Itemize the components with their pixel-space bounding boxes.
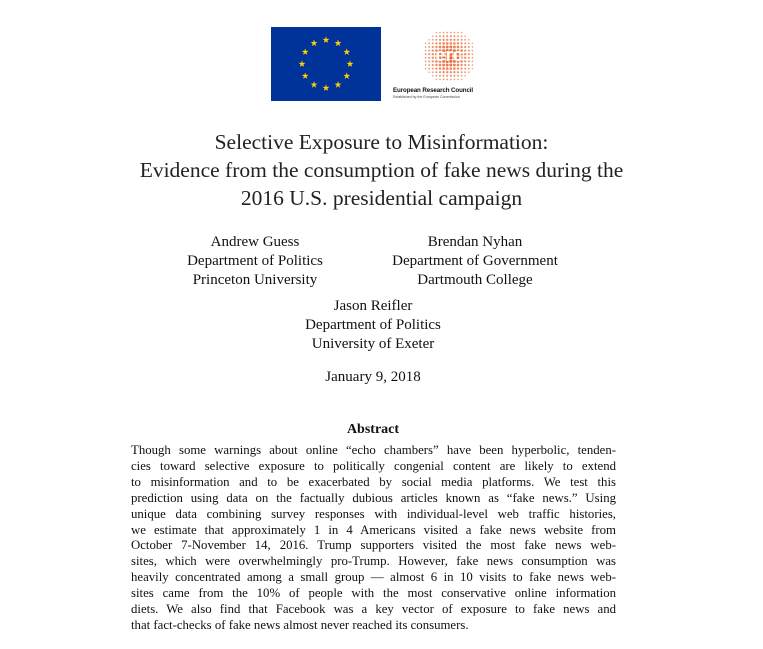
erc-dot [461, 79, 463, 81]
erc-dot [471, 57, 473, 59]
erc-dot [443, 35, 445, 37]
author-institution: University of Exeter [311, 336, 435, 352]
erc-dot [443, 32, 445, 34]
erc-dot [450, 75, 452, 77]
erc-dot [425, 50, 427, 52]
erc-dot [446, 32, 448, 34]
erc-dot [461, 39, 463, 41]
erc-dot [428, 71, 430, 73]
erc-dot [439, 67, 441, 69]
erc-dot [457, 35, 459, 37]
abstract-line: sites, which were overwhelmingly pro-Trump. However, fake news consumption was [131, 554, 616, 569]
erc-dot [428, 50, 430, 52]
erc-dot [442, 39, 444, 41]
erc-dot [472, 68, 474, 70]
erc-dot [472, 46, 474, 48]
erc-dot [446, 67, 449, 70]
erc-dot [425, 61, 427, 63]
erc-dot [428, 60, 430, 62]
title-line: Selective Exposure to Misinformation: [214, 130, 549, 154]
title-line: 2016 U.S. presidential campaign [240, 186, 523, 210]
erc-dot [472, 43, 474, 45]
erc-dot [457, 71, 459, 73]
erc-dot [468, 71, 470, 73]
erc-dot [450, 71, 452, 73]
erc-dot [442, 71, 444, 73]
erc-dot [457, 79, 459, 81]
erc-dot [472, 64, 474, 66]
erc-dot [432, 71, 434, 73]
erc-dot [432, 68, 434, 70]
erc-dot [464, 75, 466, 77]
erc-dot [425, 43, 427, 45]
abstract-heading: Abstract [346, 422, 400, 437]
author-department: Department of Politics [187, 253, 323, 269]
eu-flag-icon [271, 27, 381, 101]
abstract-line: heavily concentrated among a small group — almost 6 in 10 visits to fake news web- [131, 570, 616, 585]
erc-dot [457, 39, 459, 41]
erc-dot [464, 39, 466, 41]
erc-dot [425, 57, 427, 59]
erc-dot [468, 57, 470, 59]
erc-dot [428, 57, 430, 59]
erc-dot [450, 39, 452, 41]
erc-dot [464, 68, 466, 70]
erc-dot [439, 71, 441, 73]
erc-name: European Research Council [393, 87, 474, 94]
erc-dot [450, 35, 452, 37]
erc-dot-mark-icon [393, 27, 493, 89]
erc-dot [457, 67, 459, 69]
erc-dot [468, 39, 470, 41]
erc-dot [425, 46, 427, 48]
erc-dot [425, 53, 427, 55]
author-department: Department of Politics [305, 317, 441, 333]
author-institution: Dartmouth College [417, 272, 533, 288]
erc-dot [428, 39, 430, 41]
author-institution: Princeton University [192, 272, 318, 288]
erc-logo [393, 27, 493, 102]
erc-dot [468, 46, 470, 48]
erc-dot [435, 71, 437, 73]
erc-dot [453, 39, 455, 41]
author-block [370, 233, 580, 290]
erc-dot [439, 32, 441, 34]
author-name: Andrew Guess [210, 234, 300, 250]
paper-title [60, 128, 703, 212]
erc-dot [464, 57, 466, 59]
erc-dot [471, 53, 473, 55]
abstract-line: cies toward selective exposure to politically congenial content are likely to extend [131, 458, 616, 473]
erc-dot [439, 75, 441, 77]
erc-dot [457, 75, 459, 77]
erc-dot [446, 71, 448, 73]
erc-dot [457, 32, 459, 34]
erc-dot [454, 32, 456, 34]
erc-dot [432, 75, 434, 77]
erc-dot [439, 79, 441, 81]
abstract-line: sites came from the 10% of people with the most conservative online information [131, 586, 616, 601]
erc-subtitle: Established by the European Commission [393, 95, 460, 99]
author-name: Brendan Nyhan [427, 234, 523, 250]
erc-dot [464, 60, 466, 62]
erc-dot [439, 39, 441, 41]
erc-dot [468, 68, 470, 70]
erc-dot [464, 46, 466, 48]
author-name: Jason Reifler [333, 298, 413, 314]
erc-dot [432, 60, 434, 62]
erc-dot [435, 75, 437, 77]
erc-dot [468, 50, 470, 52]
erc-dot [432, 49, 434, 51]
erc-dot [432, 39, 434, 41]
erc-dot [450, 78, 452, 80]
erc-dot [472, 61, 474, 63]
erc-dot [428, 42, 430, 44]
erc-dot [450, 32, 452, 34]
erc-dot [428, 53, 430, 55]
erc-dot [443, 79, 445, 81]
erc-dot [454, 79, 456, 81]
erc-dot [453, 67, 456, 70]
erc-dot [472, 50, 474, 52]
erc-dot [453, 75, 455, 77]
title-line: Evidence from the consumption of fake news during the [139, 158, 624, 182]
erc-dot [461, 35, 463, 37]
erc-dot [432, 57, 434, 59]
erc-dot [432, 35, 434, 37]
erc-dot [460, 67, 462, 69]
publication-date: January 9, 2018 [325, 369, 421, 385]
author-block [160, 233, 350, 290]
abstract-line: that fact-checks of fake news almost never reached its consumers. [131, 617, 469, 632]
erc-dot [435, 67, 437, 69]
erc-dot [435, 39, 437, 41]
abstract-line: unique data combining survey responses with individual-level web traffic histories, [131, 506, 616, 521]
abstract-line: Though some warnings about online “echo chambers” have been hyperbolic, tenden- [131, 443, 616, 457]
erc-dot [446, 78, 448, 80]
erc-dot [468, 53, 470, 55]
erc-dot [436, 32, 438, 34]
erc-dot [468, 60, 470, 62]
erc-dot [425, 64, 427, 66]
abstract-line: October 7-November 14, 2016. Trump supporters visited the most fake news web- [131, 538, 616, 553]
erc-dot [468, 42, 470, 44]
author-department: Department of Government [392, 253, 558, 269]
erc-dot [449, 67, 452, 70]
erc-dot [436, 79, 438, 81]
erc-dot [464, 49, 466, 51]
erc-dot [432, 64, 434, 66]
erc-dot [464, 64, 466, 66]
abstract-line: we estimate that approximately 1 in 4 Americans visited a fake news website from [131, 522, 616, 537]
erc-dot [464, 42, 466, 44]
erc-mark-text: erc [435, 45, 463, 65]
erc-dot [428, 64, 430, 66]
erc-dot [435, 35, 437, 37]
abstract-line: diets. We also find that Facebook was a key vector of exposure to fake news and [131, 602, 616, 617]
erc-dot [432, 42, 434, 44]
author-block [268, 297, 478, 354]
erc-dot [446, 35, 448, 37]
erc-dot [464, 35, 466, 37]
erc-dot [464, 53, 466, 55]
erc-dot [428, 68, 430, 70]
erc-dot [432, 46, 434, 48]
abstract-line: prediction using data on the factually dubious articles known as “fake news.” Using [131, 490, 616, 505]
erc-dot [425, 68, 427, 70]
erc-dot [442, 67, 445, 70]
erc-dot [446, 75, 448, 77]
erc-dot [468, 64, 470, 66]
erc-dot [464, 71, 466, 73]
erc-dot [461, 75, 463, 77]
abstract-body [131, 443, 616, 634]
abstract-line: to misinformation and to be exacerbated by social media platforms. We test this [131, 474, 616, 489]
erc-dot [432, 53, 434, 55]
erc-dot [428, 46, 430, 48]
erc-dot [446, 39, 448, 41]
erc-dot [453, 71, 455, 73]
erc-dot [461, 71, 463, 73]
erc-dot [461, 32, 463, 34]
header-logos [271, 27, 491, 102]
erc-dot [453, 35, 455, 37]
erc-dot [439, 35, 441, 37]
erc-dot [443, 75, 445, 77]
